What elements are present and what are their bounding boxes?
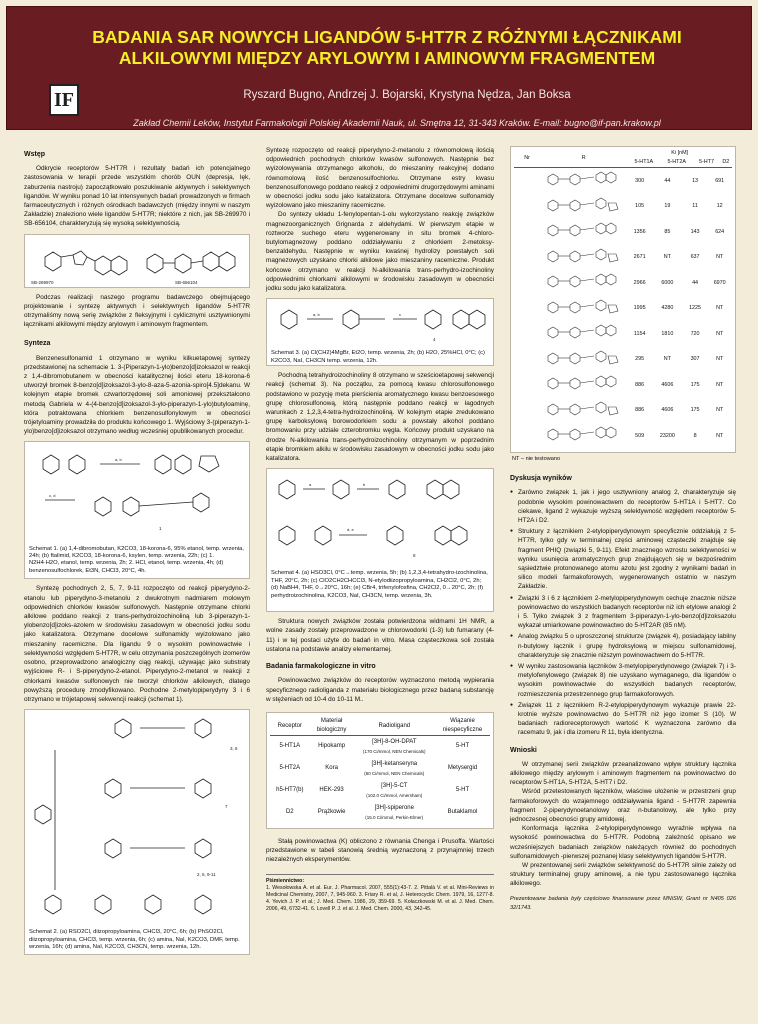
ki-value: 509	[635, 432, 645, 439]
middle-paragraph-5: Powinowactwo związków do receptorów wyznaczono metodą wypierania specyficznego radioliganda z materiału biologicznego przez badaną substancję w stężeniach od 10-4 do 10-11 M..	[266, 677, 494, 703]
ki-structure	[540, 372, 627, 398]
rt-header-receptor: Receptor	[277, 722, 302, 729]
rt-cell: Hipokamp	[318, 743, 346, 750]
svg-text:4: 4	[433, 337, 436, 343]
svg-text:a, b: a, b	[115, 457, 122, 463]
scheme-2-drawing	[25, 710, 249, 924]
ki-value: 691	[715, 177, 725, 184]
synthesis-paragraph: Benzenesulfonamid 1 otrzymano w wyniku kilkuetapowej syntezy przedstawionej na schemacie 1. 3-(Piperazyn-1-ylo)benzo[d]izoksazol w reakcji z 1,4-dibromobutanem w obecności katalitycznej ilości eteru 18-korona-6 utworzył bromek 8-benzo[d]izoksazol-3-ylo-8-aza-5-azonia-spiro[4.5]dekanu. W kolejnym etapie bromek czwartorzędowej soli amoniowej przekształcono metodą Gabriela w 4-(4-benzo[d]izoksazol-3-ylo-piperazyn-1-ylo)butyloaminę, która potraktowana chlorkiem benzenosulfonylowym w obecności trójetyloaminy prowadziła do produktu końcowego 1. Wyjściowy 3-(piperazyn-1-ylo)benzo[d]izoksazol otrzymano według wcześniej opublikowanych procedur.	[24, 354, 250, 436]
ki-structure	[540, 245, 627, 271]
ki-value: 4280	[661, 305, 674, 312]
scheme-4-figure	[266, 468, 494, 612]
rt-cell: 5-HT	[455, 787, 470, 794]
ki-compound-number	[514, 423, 540, 449]
ki-value: 295	[635, 356, 645, 363]
rt-radioligand-name: [3H]-ketanseryna	[371, 760, 418, 767]
svg-text:a: a	[309, 482, 312, 488]
kt-header-nr: Nr	[524, 154, 530, 161]
kt-sub: 5-HT1A	[634, 159, 654, 166]
ki-compound-number	[514, 270, 540, 296]
ki-value: 44	[692, 279, 699, 286]
ki-table-row	[514, 168, 732, 194]
ki-value: 6000	[661, 279, 674, 286]
radioligand-table	[270, 717, 490, 824]
radioligand-table-box	[266, 712, 494, 829]
ki-table-note: NT – nie testowano	[512, 455, 561, 462]
ki-value: 175	[690, 407, 700, 414]
ki-value: 624	[715, 228, 725, 235]
scheme-1-figure	[24, 441, 250, 579]
ki-structure	[540, 296, 627, 322]
discussion-item: ● Związki 3 i 6 z łącznikiem 2-metylopiperydynowym cechuje znacznie niższe powinowactwo do wszystkich badanych receptorów niż ich etylowe analogi 2 i 5. Tylko związek 3 z fragmentem 3-piperazyn-1-ylo-benzo[d]izoksazolu wykazał umiarkowane powinowactwo do 5-HT2AR (85 nM).	[510, 594, 736, 631]
ki-table-row	[514, 347, 732, 373]
discussion-heading: Dyskusja wyników	[510, 475, 572, 483]
svg-text:1: 1	[159, 526, 162, 532]
ki-table-row	[514, 245, 732, 271]
ki-value: 105	[635, 203, 645, 210]
svg-text:2, 5, 9-11: 2, 5, 9-11	[197, 872, 216, 878]
ki-compound-number	[514, 245, 540, 271]
conclusion-paragraph: W prezentowanej serii związków selektywność do 5-HT7R silnie zależy od struktury terminalnej grupy aminowej, a nie typu zastosowanego łącznika alkilowego.	[510, 862, 736, 888]
ki-value: NT	[716, 254, 724, 261]
institute-logo: IF	[49, 84, 79, 116]
ki-compound-number	[514, 194, 540, 220]
ki-compound-number	[514, 321, 540, 347]
discussion-item: ● W wyniku zastosowania łączników 3-metylopiperydynowego (związek 7) i 3-metylofenylowego (związek 8) nie uzyskano wymaganego, dla ligandów o wysokim powinowactwie do wszystkich badanych receptorów, rozmieszczenia przestrzennego grup farmakoforowych.	[510, 662, 736, 699]
ligand-label-1: SB-269970	[31, 279, 54, 285]
svg-text:8: 8	[413, 553, 416, 559]
ki-value: 175	[690, 381, 700, 388]
rt-cell: Metysergid	[447, 765, 478, 772]
ligand-label-2: SB-656104	[175, 279, 198, 285]
ki-compound-number	[514, 296, 540, 322]
ki-structure	[540, 194, 627, 220]
middle-paragraph-2: Do syntezy układu 1-fenylopentan-1-olu wykorzystano reakcję związków magnezoorganicznych Grignarda z aldehydami. W pierwszym etapie w roztworze suchego eteru wygenerowany in situ bromek 4-chloro-butylomagnezowy poddano oddziaływaniu z chlorkiem 2-metoksy-benzaldehydu. Następnie w wyniku kwaśnej hydrolizy powstałych soli magnezowych uzyskano chlorki alkilowe jako mieszaniny racemiczne. Produkt końcowe otrzymano w reakcji N-alkilowania trans-perhydro-izochinoliny odpowiednimi chlorkami alkilowymi w środowisku zasadowym w obecności jodku sodu jako katalizatora.	[266, 211, 494, 293]
ki-value: 8	[693, 432, 697, 439]
ki-table-row	[514, 270, 732, 296]
rt-radioligand-name: [3H]-8-OH-DPAT	[372, 738, 417, 745]
rt-cell: HEK-293	[319, 787, 344, 794]
ki-value: 13	[692, 177, 699, 184]
discussion-item: ● Struktury z łącznikiem 2-etylopiperydynowym specyficznie oddziałują z 5-HT7R, tylko gdy w terminalnej części aminowej cząsteczki znajduje się fragment PHIQ (związki 5, 9-11). Efekt znacznego wzrostu selektywności w wyniku usunięcia aromatycznych grup znajdujących się w bezpośrednim sąsiedztwie protonowanego atomu azotu jest zgodny z wynikami badań in silico modeli farmakoforowych, wygenerowanych ostatnio w naszym Zakładzie.	[510, 527, 736, 591]
ki-table-row	[514, 321, 732, 347]
intro-heading: Wstęp	[24, 151, 45, 158]
poster-title: BADANIA SAR NOWYCH LIGANDÓW 5-HT7R Z RÓŻNYMI ŁĄCZNIKAMI ALKILOWYMI MIĘDZY ARYLOWYM I AMINOWYM FRAGMENTEM	[92, 27, 682, 68]
ki-value: NT	[716, 381, 724, 388]
ki-compound-number	[514, 219, 540, 245]
discussion-item: ● Związek 11 z łącznikiem R-2-etylopiperydynowym wykazuje prawie 22-krotnie wyższe powinowactwo do 5-HT7R niż jego izomer S (10). W badaniach radioreceptorowych wartość K wyznaczona zarówno dla racematu 9, jak i dla izomeru R 11, była identyczna.	[510, 701, 736, 738]
ki-value: 2671	[633, 254, 646, 261]
rt-cell: h5-HT7(b)	[276, 787, 304, 794]
rt-cell-radioligand	[354, 736, 435, 758]
references-heading: Piśmiennictwo:	[266, 878, 305, 885]
scheme-3-figure	[266, 298, 494, 366]
intro-paragraph-2: Podczas realizacji naszego programu badawczego obejmującego projektowanie i syntezę aktywnych i selektywnych ligandów 5-HT7R otrzymaliśmy nową serię związków z fleksyjnymi i cyklicznymi usztywnionymi łącznikami alkilowymi między arylowym i aminowym fragmentem.	[24, 293, 250, 329]
ki-value: 886	[635, 381, 645, 388]
discussion-list	[510, 488, 736, 737]
conclusion-paragraph: Wśród przetestowanych łączników, właściwe ułożenie w przestrzeni grup farmakoforowych do wzajemnego oddziaływania ligand - 5-HT7R zapewnia fragment 2-piperydynoetanolowy oraz n-butanolowy, ale tylko przy jednoczesnej obecności grupy amidowej.	[510, 788, 736, 824]
scheme-3-caption: Schemat 3. (a) Cl(CH2)4MgBr, Et2O, temp. wrzenia, 2h; (b) H2O, 25%HCl, 0°C; (c) K2CO3, NaI, CH3CN temp. wrzenia, 12h.	[271, 350, 485, 364]
rt-radioligand-source: (102.0 Ci/mmol, Amersham)	[366, 792, 423, 798]
rt-cell: Prążkowie	[317, 809, 346, 816]
column-left	[24, 146, 250, 960]
ki-value: NT	[663, 254, 671, 261]
ki-value: 143	[690, 228, 700, 235]
ki-value: 4606	[661, 381, 674, 388]
discussion-item: ● Analog związku 5 o uproszczonej strukturze (związek 4), posiadający labilny n-butylowy łącznik i grupę hydroksylową w miejscu sulfonamidowej, charakteryzuje się znacznie niższym powinowactwem do 5-HT7R.	[510, 632, 736, 660]
references-list: 1. Wesołowska A. et al. Eur. J. Pharmacol. 2007, 555(1):43-7. 2. Pittalà V. et al. Mini-Reviews in Medicinal Chemistry, 2007, 7, 945-960. 3. Friary R. et al, J. Heterocyclic Chem. 1979, 16, 1277-8. 4. Yevich J. P. et al.; J. Med. Chem. 1986, 29, 359-69. 5. Kołaczkowski M. et al. J. Med. Chem. 2006, 49, 6732-41. 6. Lovell P. J. et al. J. Med. Chem. 2000, 43, 342-45.	[266, 885, 494, 912]
svg-text:a, b: a, b	[313, 312, 320, 318]
ki-value: NT	[716, 305, 724, 312]
ki-value: 6970	[713, 279, 726, 286]
synthesis-heading: Synteza	[24, 340, 51, 348]
rt-header-nonspecific: Wiązanie niespecyficzne	[442, 717, 483, 734]
middle-paragraph-4: Struktura nowych związków została potwierdzona widmami 1H NMR, a wolne zasady zostały przeprowadzone w chlorowodorki (1-3) lub fumarany (4-11) i w tej postaci użyte do badań in vitro. Masa cząsteczkowa soli została ustalona na podstawie analizy elementarnej.	[266, 618, 494, 653]
references	[266, 874, 494, 912]
svg-text:3, 6: 3, 6	[230, 746, 238, 752]
ki-table-row	[514, 296, 732, 322]
ki-value: 886	[635, 407, 645, 414]
authors: Ryszard Bugno, Andrzej J. Bojarski, Krystyna Nędza, Jan Boksa	[243, 89, 571, 101]
rt-cell-radioligand	[354, 802, 435, 824]
ki-value: 1154	[633, 330, 646, 337]
ki-value: NT	[663, 356, 671, 363]
rt-radioligand-name: [3H]-5-CT	[381, 782, 408, 789]
ki-table	[514, 149, 732, 168]
scheme-1-caption: Schemat 1. (a) 1,4-dibromobutan, K2CO3, 18-korona-6, 95% etanol, temp. wrzenia, 24h; (b) ftalimid, K2CO3, 18-korona-6, ksylen, temp. wrzenia, 22h; (c) 1. N2H4·H2O, etanol, temp. wrzenia, 2h; 2. HCl, etanol, temp. wrzenia, 4h; (d) benzenosulfochlorek, Et3N, CHCl3, 20°C, 4h.	[29, 545, 244, 574]
rt-cell: Kora	[325, 765, 338, 772]
rt-radioligand-source: (60 Ci/mmol, NEN Chemicals)	[364, 770, 425, 776]
svg-text:b: b	[363, 482, 366, 488]
ki-structure	[540, 398, 627, 424]
rt-cell: D2	[285, 809, 294, 816]
ki-value: NT	[716, 407, 724, 414]
ki-structure	[540, 219, 627, 245]
ki-structure	[540, 423, 627, 449]
funding-note: Prezentowane badania były częściowo finansowane przez MNiSW, Grant nr N405 026 32/1743.	[510, 895, 736, 911]
rt-header-material: Materiał biologiczny	[316, 717, 347, 734]
ki-table-body	[514, 168, 732, 449]
kt-header-r: R	[581, 154, 586, 161]
ki-table-row	[514, 398, 732, 424]
rt-radioligand-name: [3H]-spiperone	[374, 804, 414, 811]
rt-cell: 5-HT2A	[279, 765, 301, 772]
rt-cell: 5-HT	[455, 743, 470, 750]
rt-cell: 5-HT1A	[279, 743, 301, 750]
ki-table-row	[514, 194, 732, 220]
ki-value: 85	[664, 228, 671, 235]
ki-value: 637	[690, 254, 700, 261]
intro-paragraph: Odkrycie receptorów 5-HT7R i rezultaty badań ich potencjalnego zastosowania w terapii przede wszystkim chorób OUN (depresja, lęk, zaburzenia nastroju) zapoczątkowało poszukiwanie aktywnych i selektywnych ligandów. W wyniku ponad 10 lat intensywnych badań prowadzonych w firmach farmaceutycznych i różnych ośrodkach badawczych (między innymi w naszym Zakładzie) znaleziono wiele ligandów 5-HT7R; niektóre z nich, jak SB-269970 i SB-656104, charakteryzują się wysoką selektywnością.	[24, 165, 250, 228]
svg-text:c, d: c, d	[49, 493, 56, 499]
column-right	[510, 146, 736, 913]
kt-sub: 5-HT7	[698, 159, 714, 166]
ki-value: 11	[692, 203, 698, 210]
ki-compound-number	[514, 372, 540, 398]
ki-value: 2966	[633, 279, 646, 286]
ki-value: 1810	[661, 330, 674, 337]
ki-table-row	[514, 423, 732, 449]
ki-table-box	[510, 146, 736, 453]
column-middle	[266, 146, 494, 912]
ki-value: 1356	[633, 228, 646, 235]
ki-value: 307	[690, 356, 700, 363]
ki-compound-number	[514, 347, 540, 373]
svg-text:c: c	[399, 312, 401, 318]
ki-structure	[540, 168, 627, 194]
ki-value: 12	[716, 203, 723, 210]
ki-compound-number	[514, 398, 540, 424]
discussion-item: ● Zarówno związek 1, jak i jego usztywniony analog 2, charakteryzuje się podobnie wysokim powinowactwem do receptorów 5-HT1A i 5-HT7. Co ciekawe, ligand 2 wykazuje wyższą selektywność względem receptorów 5-HT2A i D2.	[510, 488, 736, 525]
conclusion-paragraph: Konformacja łącznika 2-etylopiperydynowego wyraźnie wpływa na wysokość powinowactwa do 5-HT7R. Podobną zależność opisano we wcześniejszych badaniach związków należących również do pochodnych sulfonamidowych -pierwszej poznanej klasy selektywnych ligandów 5-HT7R.	[510, 825, 736, 860]
ki-value: NT	[716, 432, 724, 439]
middle-paragraph-3: Pochodną tetrahydroizochinoliny 8 otrzymano w sześcioetapowej sekwencji reakcji (schemat 3). Na początku, za pomocą kwasu chlorosulfonowego podstawiono w pozycję meta pierścienia aromatycznego kwasu benzoesowego grupę chlorosulfonową, którą następnie poddano reakcji w łagodnych warunkach z 1,2,3,4-tetra-hydroizochinoliną. W kolejnym etapie zredukowano grupę karboksylową borowodorkiem sodu a powstały alkohol poddano bromowaniu przy udziale czterobromku węgla. Końcowy produkt uzyskano na drodze N-alkilowania trans-perhydroizochinoliny otrzymanym w poprzednim etapie bromkiem alkilu w środowisku zasadowym w obecności jodku sodu jako katalizatora.	[266, 372, 494, 463]
pharmacology-heading: Badania farmakologiczne in vitro	[266, 663, 376, 671]
svg-text:7: 7	[225, 804, 228, 810]
synthesis-paragraph-2: Syntezę pochodnych 2, 5, 7, 9-11 rozpoczęto od reakcji piperydyno-2-etanolu lub piperydyno-3-metanolu z dwukrotnym nadmiarem molowym odpowiednich chlorków kwasów sulfonowych. Następnie otrzymane chlorki alkilowe poddano reakcji z trans-perhydroizochinoliną lub 3-piperazyn-1-ylobenzo[d]izoks-azolem w środowisku zasadowym w obecności jodku sodu jako katalizatora. Otrzymane docelowe sulfonamidy wyizolowano jako mieszaniny racemiczne. Dla ligandu 9 o wysokim powinowactwie i selektywności względem 5-HT7R, w celu otrzymania poszczególnych izomerów osobno, przeprowadzono analogiczny ciąg reakcji, używając jako substraty wyjściowe R- i S-piperydyno-2-etanol. Piperydyno-2-metanol w reakcji z chlorkami kwasów sulfonowych nie tworzył chlorków alkilowych, dlatego powyższą procedurę zmodyfikowano. Pochodne 2-metylopiperydyny 3 i 6 otrzymano w trójetapowej sekwencji reakcji (schemat 1).	[24, 585, 250, 703]
scheme-1-drawing	[25, 442, 249, 540]
ki-table-row	[514, 219, 732, 245]
middle-paragraph-1: Syntezę rozpoczęto od reakcji piperydyno-2-metanolu z równomolową ilością odpowiednich pochodnych chlorków kwasów sulfonowych. Następnie bez wyizolowywania otrzymanego alkoholu, do mieszaniny reakcyjnej dodano równomolową ilość benzenosulfochlorku. Otrzymane estry kwasu benzenosulfonowego poddano reakcji z odpowiednimi drugorzędowymi aminami w obecności jodku sodu jako katalizatora. Otrzymane docelowe sulfonamidy wyizolowano jako mieszaniny racemiczne.	[266, 147, 494, 210]
ki-value: NT	[716, 330, 724, 337]
ki-value: 23200	[659, 432, 675, 439]
svg-text:d, e: d, e	[347, 527, 354, 533]
kt-header-ki: Ki [nM]	[671, 150, 689, 156]
rt-cell: Butaklamol	[447, 809, 478, 816]
ki-structure	[540, 321, 627, 347]
middle-paragraph-6: Stałą powinowactwa (K) obliczono z równania Chenga i Prusoffa. Wartości przedstawione w tabeli stanowią średnią wyznaczoną z przynajmniej trzech niezależnych eksperymentów.	[266, 837, 494, 864]
scheme-3-drawing	[267, 299, 493, 345]
ki-table-row	[514, 372, 732, 398]
ki-compound-number	[514, 168, 540, 194]
scheme-2-figure	[24, 709, 250, 955]
affiliation: Zakład Chemii Leków, Instytut Farmakologii Polskiej Akademii Nauk, ul. Smętna 12, 31-343 Kraków. E-mail: bugno@if-pan.krakow.pl	[133, 118, 661, 128]
poster-header	[6, 6, 752, 130]
rt-radioligand-source: (15.0 Ci/mmol, Perkin-Elmer)	[365, 814, 424, 820]
ki-value: 1225	[689, 305, 702, 312]
rt-cell-radioligand	[354, 780, 435, 802]
scheme-4-drawing	[267, 469, 493, 565]
scheme-2-caption: Schemat 2. (a) RSO2Cl, diizopropyloamina, CHCl3, 20°C, 6h; (b) PhSO2Cl, diizopropyloamina, CHCl3, temp. wrzenia, 6h; (c) amina, NaI, K2CO3, DMF, temp. wrzenia, 16h; (d) amina, NaI, K2CO3, CH3CN, temp. wrzenia, 12h.	[29, 929, 240, 951]
ki-structure	[540, 347, 627, 373]
ki-value: 720	[690, 330, 700, 337]
ki-structure	[540, 270, 627, 296]
kt-sub: 5-HT2A	[667, 159, 687, 166]
conclusions-heading: Wnioski	[510, 746, 537, 754]
ligand-structures-drawing	[25, 235, 249, 287]
conclusion-paragraph: W otrzymanej serii związków przeanalizowano wpływ struktury łącznika alkilowego między arylowym i aminowym fragmentem na powinowactwo do receptorów 5-HT1A, 5-HT2A, 5-HT7 i D2.	[510, 760, 736, 787]
ki-value: NT	[716, 356, 724, 363]
reference-ligands-figure	[24, 234, 250, 288]
ki-value: 19	[664, 203, 671, 210]
rt-radioligand-source: (170 Ci/mmol, NEN Chemicals)	[363, 749, 426, 755]
rt-header-radioligand: Radioligand	[378, 722, 411, 729]
kt-sub: D2	[722, 159, 730, 166]
rt-cell-radioligand	[354, 758, 435, 780]
ki-value: 4606	[661, 407, 674, 414]
ki-value: 300	[635, 177, 645, 184]
ki-value: 44	[664, 177, 671, 184]
scheme-4-caption: Schemat 4. (a) HSO3Cl, 0°C→temp. wrzenia, 5h; (b) 1,2,3,4-tetrahydro-izochinolina, THF, 20°C, 2h; (c) ClO2CH2CHCCl3, N-etylodiizopropyloamina, CH2Cl2, 0°C, 2h; (d) NaBH4, THF, 0→20°C, 16h; (e) CBr4, trifenylofosfina, CH2Cl2, 0→20°C, 2h; (f) perhydroizochinolina, K2CO3, NaI, CH3CN, temp. wrzenia, 3h.	[271, 570, 488, 599]
ki-value: 1995	[633, 305, 646, 312]
